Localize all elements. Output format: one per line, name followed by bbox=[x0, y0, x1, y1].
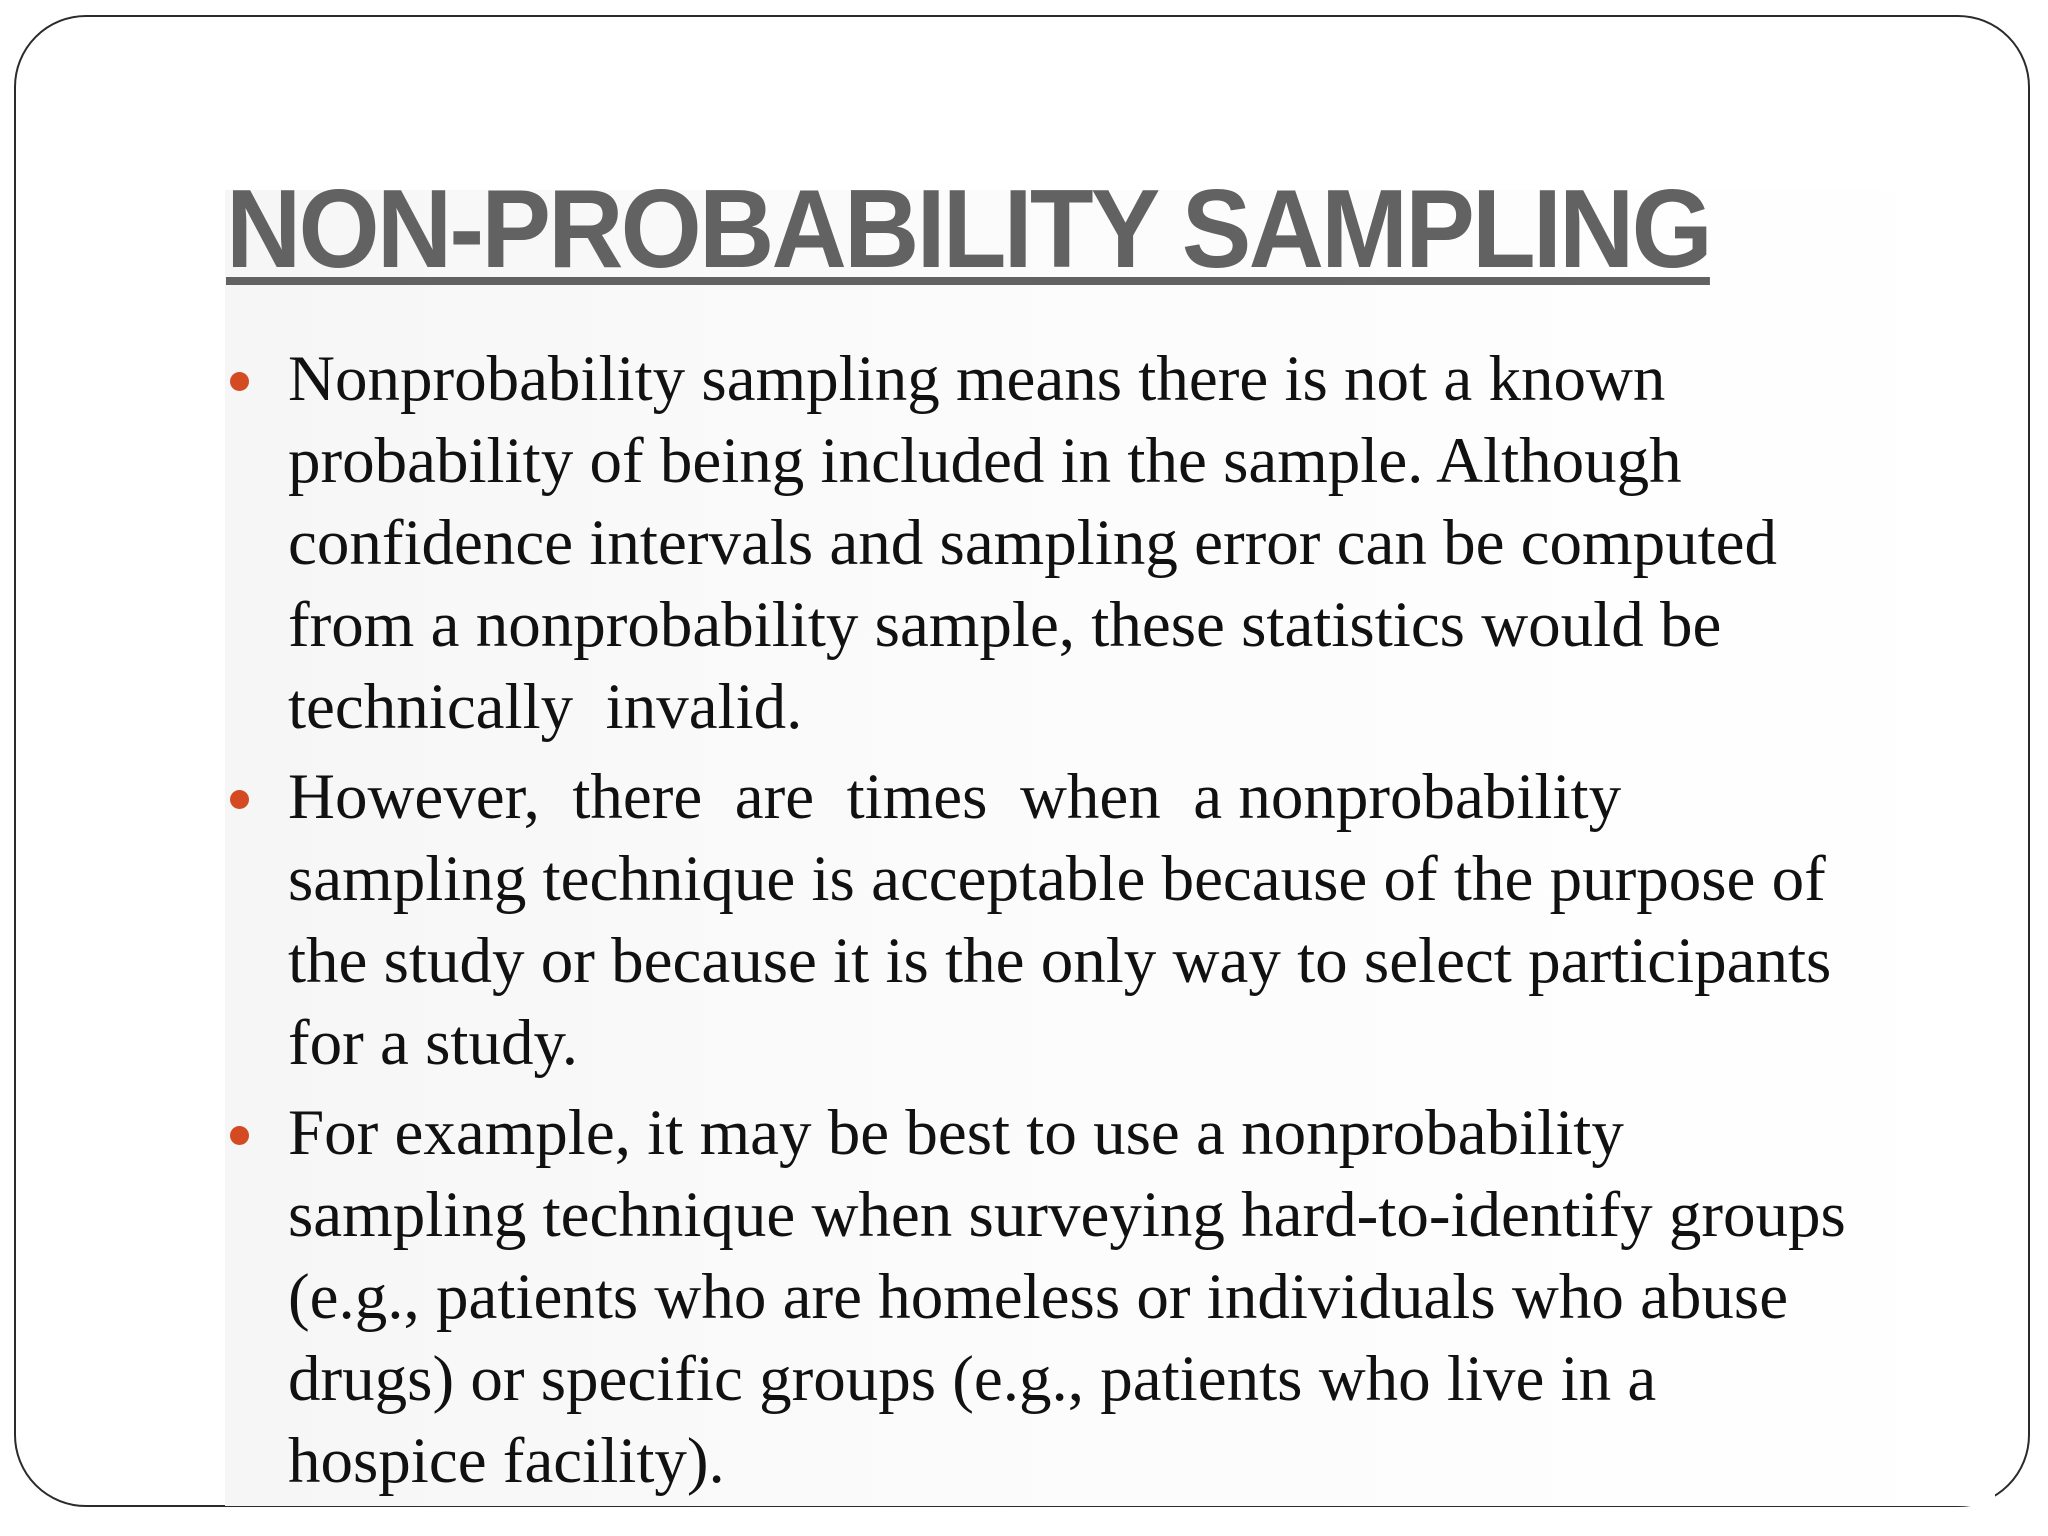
bullet-item bbox=[226, 338, 1946, 748]
bullet-line: probability of being included in the sample. Although bbox=[288, 425, 1682, 497]
bullet-item bbox=[226, 1092, 1946, 1502]
bullet-line: the study or because it is the only way to select participants bbox=[288, 925, 1832, 997]
bullet-line: Nonprobability sampling means there is not a known bbox=[288, 343, 1666, 415]
bullet-line: from a nonprobability sample, these statistics would be bbox=[288, 589, 1722, 661]
bullet-line: However, there are times when a nonprobability bbox=[288, 761, 1622, 833]
bullet-item bbox=[226, 756, 1946, 1084]
bullet-line: (e.g., patients who are homeless or individuals who abuse bbox=[288, 1261, 1789, 1333]
slide-title: NON-PROBABILITY SAMPLING bbox=[226, 167, 1710, 291]
bullet-line: drugs) or specific groups (e.g., patients who live in a bbox=[288, 1343, 1657, 1415]
bullet-line: for a study. bbox=[288, 1007, 579, 1079]
bullet-line: sampling technique when surveying hard-to-identify groups bbox=[288, 1179, 1846, 1251]
bullet-line: technically invalid. bbox=[288, 671, 803, 743]
bullet-dot-icon bbox=[230, 372, 249, 391]
bullet-line: For example, it may be best to use a nonprobability bbox=[288, 1097, 1624, 1169]
bullet-dot-icon bbox=[230, 790, 249, 809]
bullet-line: confidence intervals and sampling error can be computed bbox=[288, 507, 1778, 579]
bullet-line: hospice facility). bbox=[288, 1425, 725, 1497]
bullet-dot-icon bbox=[230, 1126, 249, 1145]
bullet-list bbox=[226, 338, 1946, 1510]
bullet-line: sampling technique is acceptable because of the purpose of bbox=[288, 843, 1826, 915]
